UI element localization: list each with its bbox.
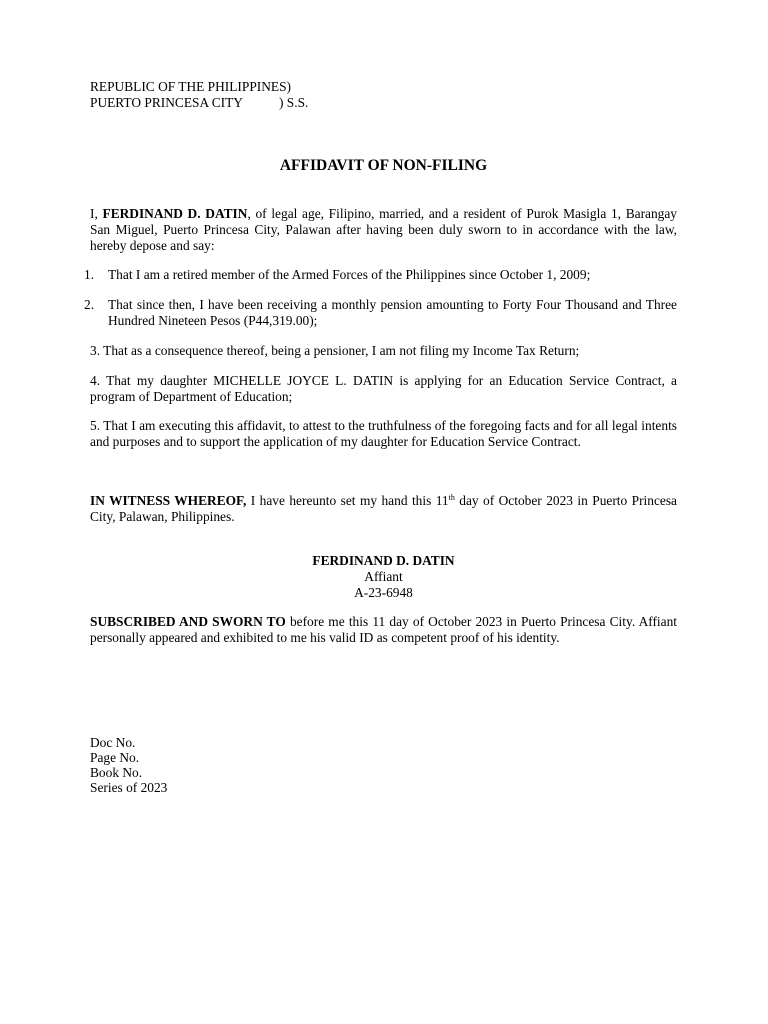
signature-role: Affiant xyxy=(364,569,403,584)
item-number: 2. xyxy=(84,297,95,312)
jurat-text: before me this 11 day of October 2023 in Puerto Princesa City. Affiant personally appeared and exhibited to me his valid ID as competent proof of his identity. xyxy=(90,614,678,645)
intro-paragraph xyxy=(90,206,677,254)
signature-id: A-23-6948 xyxy=(354,585,413,600)
item-text: That since then, I have been receiving a monthly pension amounting to Forty Four Thousand and Three Hundred Nineteen Pesos (P44,319.00); xyxy=(108,297,677,328)
doc-no: Doc No. xyxy=(90,735,136,750)
venue-city-line xyxy=(90,95,490,111)
witness-text-b: day of October 2023 in Puerto Princesa City, Palawan, Philippines. xyxy=(90,493,677,524)
signature-name: FERDINAND D. DATIN xyxy=(312,553,455,568)
page-no: Page No. xyxy=(90,750,140,765)
document-title: AFFIDAVIT OF NON-FILING xyxy=(279,157,488,174)
witness-text-a: I have hereunto set my hand this 11 xyxy=(246,493,449,508)
item-number: 3. xyxy=(90,343,101,358)
list-item xyxy=(84,267,677,283)
item-number: 1. xyxy=(84,267,95,282)
item-text: That I am a retired member of the Armed Forces of the Philippines since October 1, 2009; xyxy=(108,267,591,282)
intro-prefix: I, xyxy=(90,206,103,221)
item-number: 4. xyxy=(90,373,101,388)
intro-rest: , of legal age, Filipino, married, and a resident of Purok Masigla 1, Barangay San Miguel, Puerto Princesa City, Palawan after having been duly sworn to in accordance with the law, hereby depose and say: xyxy=(90,206,678,253)
list-item xyxy=(84,297,677,329)
witness-lead: IN WITNESS WHEREOF, xyxy=(90,493,247,508)
book-no: Book No. xyxy=(90,765,143,780)
item-text: That as a consequence thereof, being a pensioner, I am not filing my Income Tax Return; xyxy=(103,343,580,358)
venue-city: PUERTO PRINCESA CITY xyxy=(90,95,243,110)
venue-ss: ) S.S. xyxy=(278,95,309,110)
jurat-lead: SUBSCRIBED AND SWORN TO xyxy=(90,614,286,629)
list-item xyxy=(90,343,677,359)
list-item xyxy=(90,373,677,405)
witness-ordinal: th xyxy=(448,493,455,502)
venue-republic: REPUBLIC OF THE PHILIPPINES) xyxy=(90,79,292,94)
list-item xyxy=(90,418,677,450)
signature-block xyxy=(90,553,677,601)
item-text: That my daughter MICHELLE JOYCE L. DATIN is applying for an Education Service Contract, a program of Department of Education; xyxy=(90,373,677,404)
series-year: Series of 2023 xyxy=(90,780,168,795)
affiant-name-inline: FERDINAND D. DATIN xyxy=(102,206,248,221)
witness-paragraph xyxy=(90,493,677,525)
jurat-paragraph xyxy=(90,614,677,646)
notarial-register xyxy=(90,735,390,795)
item-text: That I am executing this affidavit, to attest to the truthfulness of the foregoing facts and for all legal intents and purposes and to support the application of my daughter for Education Service Contract. xyxy=(90,418,677,449)
item-number: 5. xyxy=(90,418,101,433)
venue-block xyxy=(90,79,490,111)
